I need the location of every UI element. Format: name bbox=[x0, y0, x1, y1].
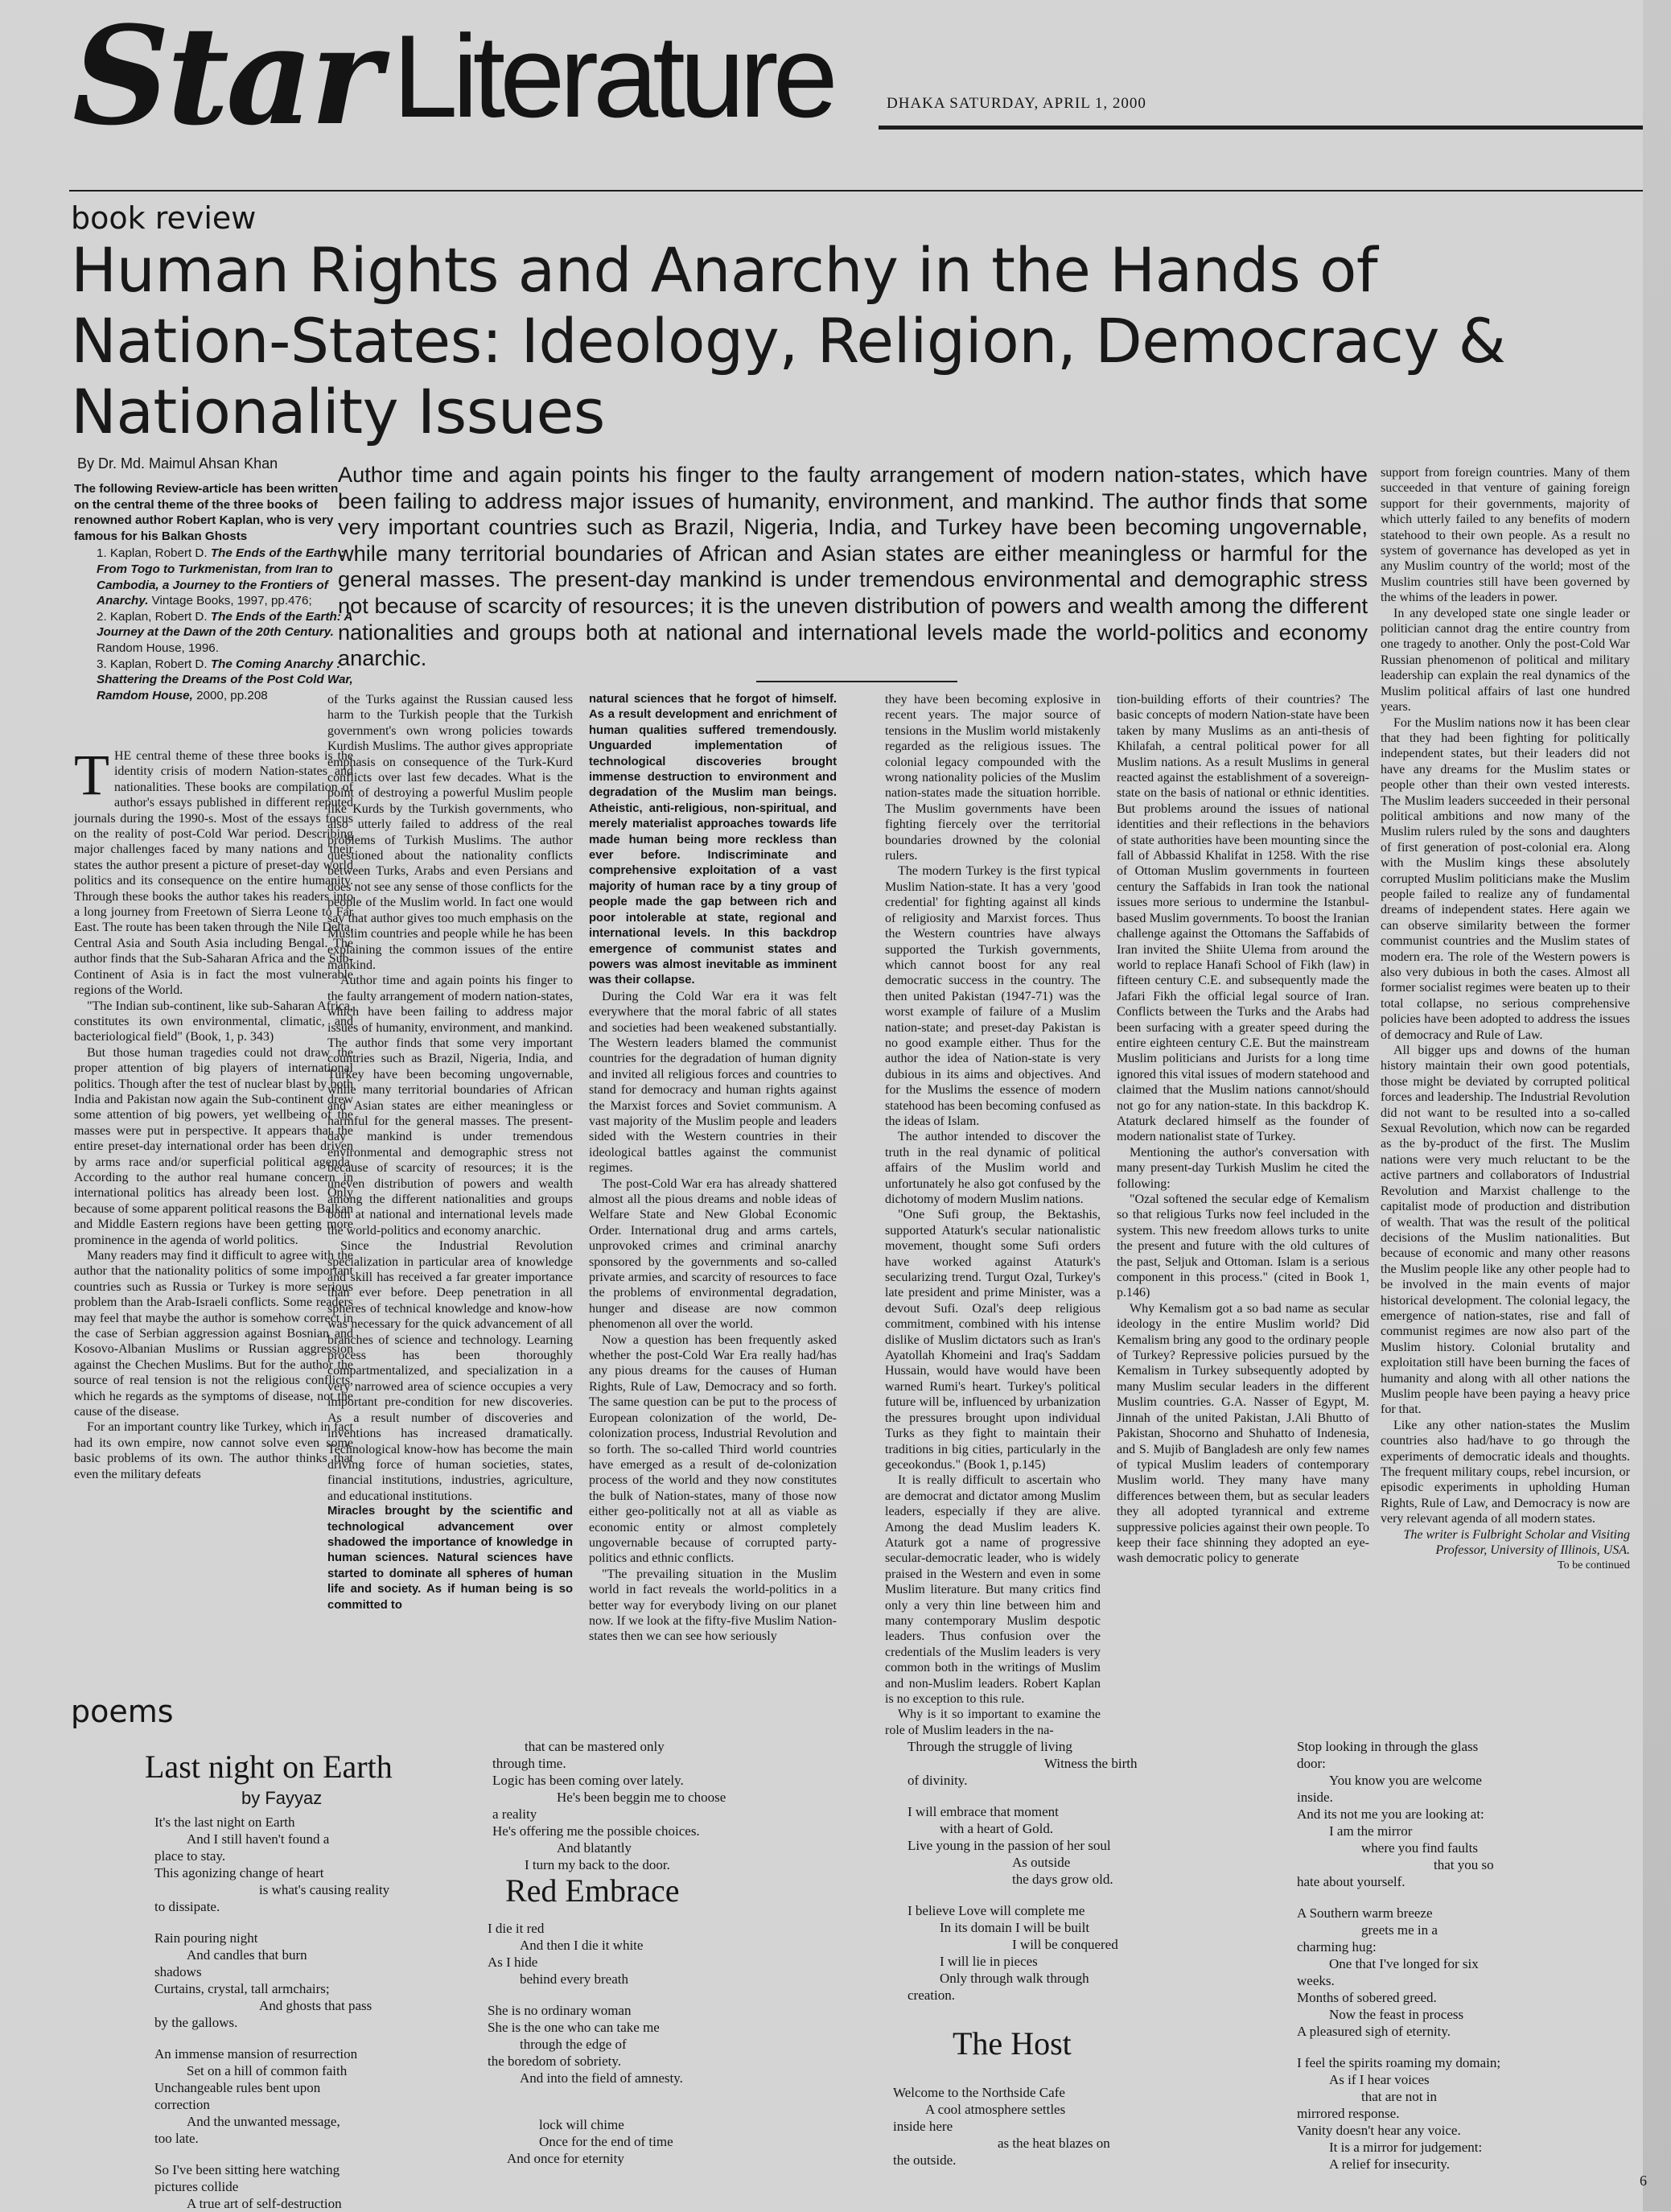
drop-cap: T bbox=[74, 743, 109, 807]
poem-line: by the gallows. bbox=[154, 2015, 238, 2030]
poem-last-night-on-earth bbox=[154, 1814, 396, 2212]
poem-line: He's offering me the possible choices. bbox=[492, 1823, 700, 1839]
reference-author: 1. Kaplan, Robert D. bbox=[97, 546, 211, 561]
stanza-break bbox=[1297, 2040, 1587, 2054]
poem-line: correction bbox=[154, 2097, 210, 2112]
poem-red-embrace-ending bbox=[507, 2116, 772, 2167]
poem-line: a reality bbox=[492, 1806, 537, 1822]
pullquote-rule bbox=[756, 681, 957, 682]
reference-author: 3. Kaplan, Robert D. bbox=[97, 657, 211, 671]
poem-line: And candles that burn bbox=[187, 1947, 307, 1963]
poem-line: Rain pouring night bbox=[154, 1930, 258, 1946]
intro-text: The following Review-article has been written on the central theme of the three books of renowned author Robert Kaplan, who is very famous for his Balkan Ghosts bbox=[74, 482, 339, 543]
poem-line: And then I die it white bbox=[520, 1938, 644, 1953]
article-paragraph: In any developed state one single leader or politician cannot drag the entire country from one tragedy to another. Only the post-Cold War Russian phenomenon of political and military leadership can explain the real dynamics of the Muslim political affairs of last one hundred years. bbox=[1381, 606, 1630, 715]
reference-item bbox=[74, 609, 353, 657]
article-paragraph bbox=[74, 743, 353, 999]
poem-line: He's been beggin me to choose bbox=[557, 1790, 726, 1805]
article-column-3 bbox=[589, 692, 837, 1646]
article-paragraph: For an important country like Turkey, which in fact had its own empire, now cannot solve even some basic problems of its own. The author thinks that even the military defeats bbox=[74, 1420, 353, 1481]
dateline: DHAKA SATURDAY, APRIL 1, 2000 bbox=[887, 95, 1146, 112]
poem-line: As I hide bbox=[488, 1955, 538, 1970]
poem-line: It is a mirror for judgement: bbox=[1329, 2140, 1483, 2155]
poem-line: A true art of self-destruction bbox=[187, 2196, 342, 2211]
article-column-1 bbox=[74, 743, 353, 1646]
poem-line: that you so bbox=[1434, 1857, 1494, 1872]
article-paragraph: "Ozal softened the secular edge of Kemalism so that religious Turks now feel included in the system. This new freedom allows turks to unite the present and future with the old cultures of the past, Seljuk and Ottoman. Islam is a serious component in this process." (cited in Book 1, p.146) bbox=[1117, 1193, 1369, 1300]
poem-title-last-night-on-earth: Last night on Earth bbox=[145, 1749, 393, 1785]
article-paragraph: tion-building efforts of their countries? The basic concepts of modern Nation-state have been taken by many Muslims as an anti-thesis of Khilafah, a central political power for all Muslim nations. As a result Muslims in general reacted against the establishment of a sovereign-state on the basis of national or ethnic identities. But problems around the issues of national identities and their reflections in the behaviors of state authorities have been mounting since the fall of Abbassid Khalifat in 1258. With the rise of Ottoman Muslim governments in fourteen century the Saffabids in Iran took the national issues more serious to undermine the Istanbul-based Muslim governments. To boost the Iranian challenge against the Ottomans the Saffabids of Iran invited the Shiite Ulema from around the world to replace Hanafi School of Fikh (law) in fifteen century C.E. and subsequently made the Jafari Fikh the official legal source of Iran. Conflicts between the Turks and the Arabs had been surfacing with a greater speed during the entire eighteen century C.E. But the mainstream Muslim politicians and Jurists for a long time ignored this vital issues of modern statehood and claimed that the Muslim nations cannot/should not go for any nation-state. In this backdrop K. Ataturk declared himself as the founder of modern nationalist state of Turkey. bbox=[1117, 693, 1369, 1144]
masthead-underline bbox=[69, 190, 1643, 192]
poem-line: I believe Love will complete me bbox=[908, 1903, 1085, 1918]
article-paragraph: "One Sufi group, the Bektashis, supported Ataturk's secular nationalistic movement, thought some Sufi orders have worked against Ataturk's secularizing trend. Turgut Ozal, Turkey's late president and prime Minister, was a devout Sufi. Ozal's deep religious commitment, combined with his intense dislike of Muslim dictators such as Iran's Ayatollah Khomeini and Iraq's Saddam Hussain, would have would have been warned Rumi's heart. Turkey's political future will be, influenced by urbanization the pressures brought upon individual Turks as they fight to maintain their traditions in big cities, particularly in the geceokondus." (Book 1, p.145) bbox=[885, 1208, 1101, 1472]
reference-item bbox=[74, 657, 353, 704]
poem-line: It's the last night on Earth bbox=[154, 1814, 295, 1830]
poem-line: as the heat blazes on bbox=[998, 2136, 1110, 2151]
article-paragraph: Like any other nation-states the Muslim countries also had/have to go through the experiments of democratic ideals and thoughts. The frequent military coups, rebel incursion, or episodic experiments in upholding Human Rights, Rule of Law, and Democracy is now are very relevant agenda of all modern states. bbox=[1381, 1418, 1630, 1526]
continued-note: To be continued bbox=[1558, 1559, 1630, 1572]
author-note: The writer is Fulbright Scholar and Visiting Professor, University of Illinois, USA. bbox=[1403, 1527, 1630, 1558]
poem-line: One that I've longed for six bbox=[1329, 1956, 1479, 1971]
article-column-5 bbox=[1117, 692, 1369, 1646]
article-paragraph: Since the Industrial Revolution specialization in particular area of knowledge and skill has received a far greater importance than ever before. Deep penetration in all spheres of technical knowledge and know-how was necessary for the quick advancement of all branches of science and technology. Learning process has been thoroughly compartmentalized, and specialization in a very narrowed area of science occupies a very important pre-condition for new discoveries. As a result number of discoveries and inventions has increased dramatically. Technological know-how has become the main driving force of human societies, states, financial institutions, industries, agriculture, and educational institutions. bbox=[327, 1239, 573, 1503]
poem-line: place to stay. bbox=[154, 1848, 226, 1864]
poem-untitled-love bbox=[908, 1738, 1189, 2004]
reference-item bbox=[74, 546, 353, 608]
poem-line: where you find faults bbox=[1361, 1840, 1478, 1856]
poem-line: And I still haven't found a bbox=[187, 1831, 330, 1847]
poem-line: As outside bbox=[1012, 1855, 1071, 1870]
poem-line: creation. bbox=[908, 1988, 955, 2003]
poem-line: And blatantly bbox=[557, 1840, 632, 1856]
article-column-2 bbox=[327, 692, 573, 1646]
poem-line: Now the feast in process bbox=[1329, 2007, 1464, 2022]
article-paragraph: of the Turks against the Russian caused less harm to the Turkish people that the Turkish government's own wrong policies towards Kurdish Muslims. The author gives appropriate emphasis on consequence of the Turk-Kurd conflicts over last few decades. What is the point of destroying a powerful Muslim people like Kurds by the Turkish governments, who also utterly failed to address of the real problems of Turkish Muslims. The author questioned about the nationality conflicts between Turks, Arabs and even Persians and does not see any sense of those conflicts for the people of the Muslim world. In fact one would say that author gives too much emphasis on the Muslim countries and people while he has been explaining the common issues of the entire mankind. bbox=[327, 693, 573, 972]
reference-publisher: 2000, pp.208 bbox=[192, 688, 268, 702]
poem-line: behind every breath bbox=[520, 1971, 628, 1987]
poem-line: And the unwanted message, bbox=[187, 2114, 340, 2129]
intro-note bbox=[74, 481, 353, 703]
poem-line: Witness the birth bbox=[1044, 1756, 1138, 1771]
pullquote: Author time and again points his finger to the faulty arrangement of modern nation-states, which have been failing to address major issues of humanity, environment, and mankind. The author finds that some very important countries such as Brazil, Nigeria, India, and Turkey have been becoming ungovernable, while many territorial boundaries of African and Asian states are either meaningless or harmful for the general masses. The present-day mankind is under tremendous environmental and demographic stress not because of scarcity of resources; it is the uneven distribution of powers and wealth among the different nationalities and groups both at national and international levels made the world-politics and economy anarchic. bbox=[338, 462, 1368, 671]
poem-line: is what's causing reality bbox=[259, 1882, 390, 1897]
poem-line: You know you are welcome bbox=[1329, 1773, 1482, 1788]
article-paragraph: For the Muslim nations now it has been clear that they had been fighting for politically independent states, but their leaders did not have any dreams for the Muslim states or people other than their own vested interests. The Muslim leaders succeeded in their personal political ambitions and now many of the Muslim rulers ruled by the sons and daughters of first generation of post-colonial era. Along with the Muslim kings these absolutely corrupted Muslim politicians make the Muslim people failed to realize any of fundamental dreams of independent states. Here again we can observe similarity between the former communist countries and the Muslim states of modern era. The role of the Western powers is also very dubious in both the cases. Almost all former socialist regimes were beaten up to their total collapse, no serious comprehensive policies have been adopted to address the issues of democracy and Rule of Law. bbox=[1381, 715, 1630, 1042]
reference-publisher: Vintage Books, 1997, pp.476; bbox=[148, 594, 312, 608]
poem-line: weeks. bbox=[1297, 1973, 1335, 1988]
poem-line: Once for the end of time bbox=[539, 2134, 673, 2149]
poem-red-embrace bbox=[488, 1920, 761, 2086]
article-paragraph: support from foreign countries. Many of them succeeded in that venture of gaining foreign support for their governments, majority of which utterly failed to any benefits of modern statehood to their own people. As a result no system of governance has developed as yet in any Muslim country of the world; most of the Muslim countries still have been governed by the whims of the leaders in power. bbox=[1381, 466, 1630, 605]
poem-line: hate about yourself. bbox=[1297, 1874, 1406, 1889]
article-paragraph: they have been becoming explosive in recent years. The major source of tensions in the Muslim world mistakenly regarded as the religious issues. The colonial legacy compounded with the wrong nationality policies of the Muslim nation-states made the situation horrible. The Muslim governments have been fighting fiercely over the territorial boundaries drowned by the colonial rulers. bbox=[885, 693, 1101, 863]
stanza-break bbox=[154, 1915, 396, 1930]
bold-paragraph: Miracles brought by the scientific and technological advancement over shadowed the importance of knowledge in human sciences. Natural sciences have started to dominate all spheres of human life and society. As if human being is so committed to bbox=[327, 1505, 573, 1612]
article-paragraph: Many readers may find it difficult to agree with the author that the nationality politics of some important countries such as Russia or Turkey is more serious problem than the Arab-Israeli conflicts. Some readers may feel that maybe the author is somehow correct in the case of Serbian aggression against Bosnian and Kosovo-Albanian Muslims or Russian aggression against the Chechen Muslims. But for the author the source of real tension is not the religious conflicts, which he regards as the symptoms of disease, not the cause of the disease. bbox=[74, 1249, 353, 1419]
poem-line: lock will chime bbox=[539, 2117, 624, 2132]
poem-line: A pleasured sigh of eternity. bbox=[1297, 2024, 1451, 2039]
poem-line: that can be mastered only bbox=[525, 1739, 665, 1754]
poem-line: with a heart of Gold. bbox=[940, 1821, 1054, 1836]
poem-line: And into the field of amnesty. bbox=[520, 2070, 683, 2086]
article-paragraph: Now a question has been frequently asked whether the post-Cold War Era really had/has any pious dreams for the causes of Human Rights, Rule of Law, Democracy and so forth. The same question can be put to the process of European colonization of the world, De-colonization process, Industrial Revolution and so forth. The so-called Third world countries have emerged as a result of de-colonization process of the world and they now constitutes the bulk of Nation-states, many of those now either geo-politically not at all as viable as economic entity or almost completely ungovernable because of corrupted party-politics and ethnic conflicts. bbox=[589, 1333, 837, 1566]
stanza-break bbox=[154, 2031, 396, 2045]
article-paragraph: During the Cold War era it was felt everywhere that the moral fabric of all states and societies had been weakened substantially. The Western leaders blamed the communist countries for the degradation of human dignity and invited all religious forces and countries to stand for democracy and human rights against the Marxist forces and Soviet communism. A vast majority of the Muslim people and leaders sided with the Western countries in their ideological battles against the communist regimes. bbox=[589, 989, 837, 1176]
poem-line: I will lie in pieces bbox=[940, 1954, 1038, 1969]
reference-title: The Ends of the Earth : From Togo to Turkmenistan, from Iran to Cambodia, a Journey to the Frontiers of Anarchy. bbox=[97, 546, 345, 608]
poem-line: Vanity doesn't hear any voice. bbox=[1297, 2123, 1461, 2138]
article-paragraph: "The prevailing situation in the Muslim world in fact reveals the world-politics in a better way for everybody living on our planet now. If we look at the fifty-five Muslim Nation-states then we can see how seriously bbox=[589, 1567, 837, 1644]
reference-list bbox=[74, 546, 353, 703]
poem-line: I feel the spirits roaming my domain; bbox=[1297, 2055, 1501, 2070]
poem-last-night-continued bbox=[492, 1738, 758, 1873]
poem-line: Logic has been coming over lately. bbox=[492, 1773, 684, 1788]
poem-line: So I've been sitting here watching bbox=[154, 2162, 340, 2177]
poem-line: through time. bbox=[492, 1756, 566, 1771]
poems-label: poems bbox=[71, 1694, 174, 1729]
article-column-4 bbox=[885, 692, 1101, 1737]
reference-publisher: Random House, 1996. bbox=[97, 641, 219, 655]
article-paragraph: Why is it so important to examine the role of Muslim leaders in the na- bbox=[885, 1707, 1101, 1737]
poem-author: by Fayyaz bbox=[241, 1788, 323, 1808]
poem-line: I will be conquered bbox=[1012, 1937, 1118, 1952]
masthead-section-title: Literature bbox=[393, 10, 833, 142]
poem-line: And ghosts that pass bbox=[259, 1998, 372, 2013]
poem-line: Months of sobered greed. bbox=[1297, 1990, 1437, 2005]
poem-line: inside here bbox=[893, 2119, 953, 2134]
poem-line: A relief for insecurity. bbox=[1329, 2156, 1450, 2172]
kicker: book review bbox=[71, 200, 257, 236]
paragraph-text: HE central theme of these three books is the identity crisis of modern Nation-states and nationalities. These books are compilation of author's essays published in different reputed journals during the 1990-s. Most of the essays focus on the reality of post-Cold War period. Describing major challenges faced by many nations and their states the author present a picture of preset-day world politics and its consequence on the entire humanity. Through these books the author takes his readers into a long journey from Freetown of Sierra Leone to Far East. The route has been taken through the Nile Delta, Central Asia and South Asia including Bengal. The author finds that the Sub-Saharan Africa and the Sub-Continent of Asia is in fact the most vulnerable regions of the World. bbox=[74, 749, 353, 998]
poem-line: greets me in a bbox=[1361, 1922, 1438, 1938]
article-paragraph: The modern Turkey is the first typical Muslim Nation-state. It has a very 'good credential' for fighting against all kinds of religiosity and Marxist forces. Thus the Western countries have always supported the Turkish governments, which cannot boost for any real democratic success in the country. The then united Pakistan (1947-71) was the worst example of failure of a Muslim nation-state; and preset-day Pakistan is no good example either. Thus for the author the idea of Nation-state is very dubious in its aims and objectives. And for the Muslims the essence of modern statehood has been becoming confused as the ideas of Islam. bbox=[885, 864, 1101, 1128]
article-paragraph: But those human tragedies could not draw the proper attention of big players of international politics. Though after the test of nuclear blast by both India and Pakistan now again the Sub-continent drew some attention of big powers, yet wellbeing of the masses were put in perspective. It appears that the entire preset-day international order has been driven by arms race and/or superficial political agenda. According to the author real humane concern in international politics has already been lost. Only because of some apparent political reasons the Balkan and Middle Eastern regions have been getting more prominence in the agenda of world politics. bbox=[74, 1045, 353, 1247]
poem-line: to dissipate. bbox=[154, 1899, 220, 1914]
poem-line: pictures collide bbox=[154, 2179, 239, 2194]
bold-paragraph: natural sciences that he forgot of himself. As a result development and enrichment of human qualities suffered tremendously. Unguarded implementation of technological discoveries brought immense destruction to environment and degradation of the Muslim man beings. Atheistic, anti-religious, non-spiritual, and merely materialist approaches towards life made human being more reckless than ever before. Indiscriminate and comprehensive exploitation of a vast majority of human race by a tiny group of people made the gap between rich and poor intolerable at state, regional and international levels. In this backdrop emergence of communist states and powers was almost inevitable as imminent was their collapse. bbox=[589, 693, 837, 987]
poem-line: the days grow old. bbox=[1012, 1872, 1113, 1887]
reference-author: 2. Kaplan, Robert D. bbox=[97, 609, 211, 624]
poem-line: shadows bbox=[154, 1964, 202, 1979]
article-paragraph: All bigger ups and downs of the human history maintain their own good potentials, those might be deviated by corrupted political forces and leadership. The Industrial Revolution did not want to be resulted into a so-called Sexual Revolution, which now can be regarded as the by-product of the first. The Muslim nations were very much reluctant to be the active partners and collaborators of Industrial Revolution and Marxist challenge to the capitalist mode of production and distribution of wealth. That was the result of the political decisions of the Muslim nationalities. But because of economic and many other reasons the Muslim people like any other people had to be involved in the main events of major historical development. The colonial legacy, the emergence of nation-states, rise and fall of communist regimes are now also part of the Muslim history. Colonial brutality and exploitation still have been burning the faces of humanity and along with all other nations the Muslim people have been paying a heavy price for that. bbox=[1381, 1044, 1630, 1417]
poem-line: An immense mansion of resurrection bbox=[154, 2046, 358, 2062]
poem-title-red-embrace: Red Embrace bbox=[505, 1872, 680, 1909]
poem-line: Unchangeable rules bent upon bbox=[154, 2080, 321, 2095]
poem-line: I turn my back to the door. bbox=[525, 1857, 670, 1872]
stanza-break bbox=[154, 2147, 396, 2161]
article-paragraph: Author time and again points his finger to the faulty arrangement of modern nation-states, which have been failing to address major issues of humanity, environment, and mankind. The author finds that some very important countries such as Brazil, Nigeria, India, and Turkey have been becoming ungovernable, while many territorial boundaries of African and Asian states are either meaningless or harmful for the general masses. The present-day mankind is under tremendous environmental and demographic stress not because of scarcity of resources; it is the uneven distribution of powers and wealth among the different nationalities and groups both at national and international levels made the world-politics and economy anarchic. bbox=[327, 974, 573, 1238]
article-paragraph: "The Indian sub-continent, like sub-Saharan Africa, constitutes its own environmental, climatic, and bacteriological field" (Book, 1, p. 343) bbox=[74, 999, 353, 1044]
poem-line: Live young in the passion of her soul bbox=[908, 1838, 1111, 1853]
poem-line: Welcome to the Northside Cafe bbox=[893, 2085, 1065, 2100]
poem-line: inside. bbox=[1297, 1790, 1333, 1805]
byline: By Dr. Md. Maimul Ahsan Khan bbox=[77, 455, 278, 472]
poem-line: This agonizing change of heart bbox=[154, 1865, 324, 1880]
poem-the-host-continued bbox=[1297, 1738, 1587, 2173]
poem-line: I die it red bbox=[488, 1921, 545, 1936]
stanza-break bbox=[908, 1789, 1189, 1803]
masthead-brand: Star bbox=[72, 0, 379, 155]
stanza-break bbox=[488, 1988, 761, 2002]
article-paragraph: The post-Cold War era has already shattered almost all the pious dreams and noble ideas of Welfare State and New Global Economic Order. International drug and arms cartels, unprovoked crimes and criminal anarchy sponsored by the governments and so-called private armies, and scarcity of resources to face the problems of environmental degradation, hunger and disease are now common phenomenon all over the world. bbox=[589, 1176, 837, 1332]
poem-line: In its domain I will be built bbox=[940, 1920, 1090, 1935]
poem-line: the outside. bbox=[893, 2152, 957, 2168]
article-paragraph: The author intended to discover the truth in the real dynamic of political affairs of the Muslim world and unfortunately he also got confused by the dichotomy of modern Muslim nations. bbox=[885, 1130, 1101, 1206]
poem-line: I will embrace that moment bbox=[908, 1804, 1059, 1819]
poem-line: Only through walk through bbox=[940, 1971, 1089, 1986]
article-paragraph: It is really difficult to ascertain who are democrat and dictator among Muslim leaders, especially if they are alive. Among the dead Muslim leaders K. Ataturk got a name of progressive secular-democratic leader, who is widely praised in the Western and even in some Muslim literature. But many critics find only a very thin line between him and many contemporary Muslim despotic leaders. Thus confusion over the credentials of the Muslim leaders is very common both in the writings of Muslim and non-Muslim leaders. Robert Kaplan is no exception to this rule. bbox=[885, 1473, 1101, 1706]
article-paragraph: Mentioning the author's conversation with many present-day Turkish Muslim he cited the following: bbox=[1117, 1145, 1369, 1191]
reference-title: The Coming Anarchy : Shattering the Dreams of the Post Cold War, Ramdom House, bbox=[97, 657, 353, 702]
poem-line: mirrored response. bbox=[1297, 2106, 1400, 2121]
poem-line: Stop looking in through the glass bbox=[1297, 1739, 1479, 1754]
page-fold bbox=[1643, 0, 1671, 2211]
poem-line: Through the struggle of living bbox=[908, 1739, 1072, 1754]
poem-title-the-host: The Host bbox=[953, 2025, 1072, 2062]
poem-line: door: bbox=[1297, 1756, 1326, 1771]
poem-line: And once for eternity bbox=[507, 2151, 624, 2166]
article-paragraph: Why Kemalism got a so bad name as secular ideology in the entire Muslim world? Did Kemalism bring any good to the ordinary people of Turkey? Repressive policies pursued by the Kemalism in Turkey subsequently adopted by many Muslim secular leaders in the different Muslim countries. G.A. Nasser of Egypt, M. Jinnah of the united Pakistan, J.Ali Bhutto of Pakistan, Shocorno and Shuhatto of Indenesia, and S. Mujib of Bangladesh are only few names of typical Muslim leaders of contemporary Muslim world. They many have many differences between them, but as secular leaders they all adopted tyrannical and extreme suppressive policies against their own people. To keep their face shinning they adopted an eye-wash democratic policy to generate bbox=[1117, 1301, 1369, 1566]
poem-line: A Southern warm breeze bbox=[1297, 1905, 1433, 1921]
poem-line: too late. bbox=[154, 2131, 199, 2146]
poem-line: As if I hear voices bbox=[1329, 2072, 1430, 2087]
poem-line: through the edge of bbox=[520, 2037, 627, 2052]
poem-line: She is no ordinary woman bbox=[488, 2003, 632, 2018]
poem-line: of divinity. bbox=[908, 1773, 968, 1788]
headline: Human Rights and Anarchy in the Hands of Nation-States: Ideology, Religion, Democracy & Nationality Issues bbox=[71, 234, 1506, 447]
stanza-break bbox=[1297, 1890, 1587, 1905]
stanza-break bbox=[908, 1888, 1189, 1902]
poem-the-host bbox=[893, 2084, 1183, 2169]
article-column-6 bbox=[1381, 465, 1630, 1660]
poem-line: A cool atmosphere settles bbox=[925, 2102, 1066, 2117]
masthead-rule bbox=[879, 126, 1643, 130]
poem-line: Set on a hill of common faith bbox=[187, 2063, 348, 2078]
poem-line: She is the one who can take me bbox=[488, 2020, 660, 2035]
poem-line: And its not me you are looking at: bbox=[1297, 1806, 1484, 1822]
poem-line: charming hug: bbox=[1297, 1939, 1377, 1955]
poem-line: that are not in bbox=[1361, 2089, 1437, 2104]
page-number: 6 bbox=[1640, 2173, 1647, 2189]
poem-line: the boredom of sobriety. bbox=[488, 2053, 622, 2069]
poem-line: Curtains, crystal, tall armchairs; bbox=[154, 1981, 330, 1996]
reference-title: The Ends of the Earth: A Journey at the Dawn of the 20th Century. bbox=[97, 609, 352, 640]
poem-line: I am the mirror bbox=[1329, 1823, 1413, 1839]
